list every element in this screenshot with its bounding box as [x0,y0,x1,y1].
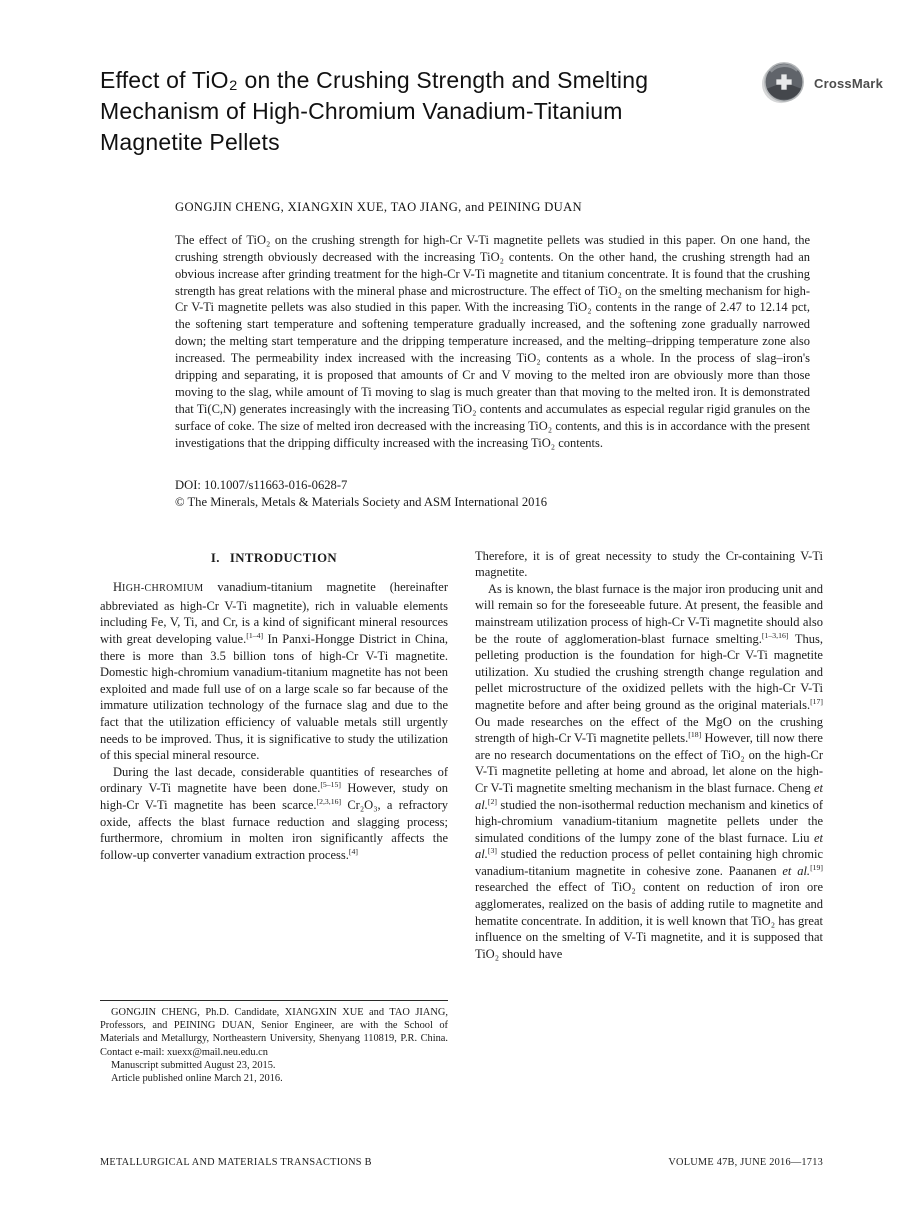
footer-volume-info: VOLUME 47B, JUNE 2016—1713 [668,1157,823,1168]
footnote-manuscript-date: Manuscript submitted August 23, 2015. [111,1060,276,1071]
right-column [475,548,823,1086]
footnote-affiliation: GONGJIN CHENG, Ph.D. Candidate, XIANGXIN XUE and TAO JIANG, Professors, and PEINING DUAN, Senior Engineer, are with the School of Materials and Metallurgy, Northeastern University, Shenyang 110819, P.R. China. Contact e-mail: xuexx@mail.neu.edu.cn [100,1006,448,1058]
title-row [0,0,923,174]
copyright-line: © The Minerals, Metals & Materials Society and ASM International 2016 [175,495,548,510]
crossmark-circle-icon [761,60,807,106]
footnote-published-date: Article published online March 21, 2016. [111,1073,283,1085]
author-footnote [100,1000,448,1086]
page-footer [100,1157,823,1168]
doi-block [175,477,810,512]
footer-journal-name: METALLURGICAL AND MATERIALS TRANSACTIONS B [100,1157,372,1168]
section-label: INTRODUCTION [229,550,338,565]
authors-line: GONGJIN CHENG, XIANGXIN XUE, TAO JIANG, and PEINING DUAN [175,199,582,214]
left-column [100,548,448,1086]
abstract-text: The effect of TiO₂ on the crushing strength for high-Cr V-Ti magnetite pellets was studied in this paper. On one hand, the crushing strength obviously decreased with the increasing TiO₂ contents. On the other hand, the crushing strength had an obvious increase after grinding treatment for the high-Cr V-Ti magnetite and titanium concentrate. It is found that the crushing strength has great relations with the mineral phase and microstructure. The effect of TiO₂ on the smelting mechanism for high-Cr V-Ti magnetite pellets was also studied in this paper. With the increasing TiO₂ contents in the range of 2.47 to 12.14 pct, the softening start temperature and softening temperature gradually increased, and the softening zone gradually narrowed down; the melting start temperature and the dripping temperature increased, and the melting–dripping temperature zone also increased. The permeability index increased with the increasing TiO₂ contents as a whole. In the process of slag–iron's dripping and separating, it is proposed that amounts of Cr and V moving to the melted iron are obviously more than those moving to the slag, while amount of Ti moving to slag is much greater than that moving to the melted iron. It is demonstrated that Ti(C,N) generates increasingly with the increasing TiO₂ contents and accumulates as especial regular rigid granules on the surface of coke. The size of melted iron decreased with the increasing TiO₂ contents, and this is in accordance with the present investigations that the dripping difficulty increased with the increasing TiO₂ contents. [175,232,810,450]
article-title: Effect of TiO₂ on the Crushing Strength and Smelting Mechanism of High-Chromium Vanadium-Titanium Magnetite Pellets [100,67,649,156]
intro-paragraph-3: Therefore, it is of great necessity to study the Cr-containing V-Ti magnetite. [475,548,823,580]
crossmark-label: CrossMark [814,75,883,91]
section-heading-introduction [100,550,448,567]
body-columns [100,548,823,1086]
doi-line: DOI: 10.1007/s11663-016-0628-7 [175,477,348,492]
section-number: I. [210,550,220,565]
intro-paragraph-4: As is known, the blast furnace is the major iron producing unit and will remain so for the foreseeable future. At present, the feasible and mainstream utilization process of high-Cr V-Ti magnetite should also be the route of agglomeration-blast furnace smelting.[1–3,16] Thus, pelleting production is the foundation for high-Cr V-Ti magnetite utilization. Xu studied the crushing strength change regulation and pellet microstructure of the oxidized pellets with the high-Cr V-Ti magnetite before and after being ground as the original materials.[17] Ou made researches on the effect of the MgO on the crushing strength of high-Cr V-Ti magnetite pellets.[18] However, till now there are no research documentations on the effect of TiO₂ on the high-Cr V-Ti magnetite pelleting at home and abroad, let alone on the high-Cr V-Ti magnetite smelting mechanism in the blast furnace. Cheng et al.[2] studied the non-isothermal reduction mechanism and kinetics of high-chromium vanadium-titanium magnetite pellets under the simulated conditions of the lumpy zone of the blast furnace. Liu et al.[3] studied the reduction process of pellet containing high chromic vanadium-titanium magnetite in cohesive zone. Paananen et al.[19] researched the effect of TiO₂ content on reduction of iron ore agglomerates, realized on the basis of adding rutile to magnetite and hematite concentrate. In addition, it is well known that TiO₂ has great influence on the smelting of V-Ti magnetite, and it is supposed that TiO₂ should have [475,581,823,961]
byline-block [175,200,810,512]
intro-paragraph-1: HIGH-CHROMIUM vanadium-titanium magnetite (hereinafter abbreviated as high-Cr V-Ti magnetite), rich in valuable elements including Fe, V, Ti, and Cr, is a kind of significant mineral resources with great developing value.[1–4] In Panxi-Hongge District in China, there is more than 3.5 billion tons of high-Cr V-Ti magnetite. Domestic high-chromium vanadium-titanium magnetite has not been exploited and made full use of on a large scale so far because of the immature utilization technology of the furnace slag and due to the fact that the utilization efficiency of valuable metals still urgently needs to be improved. Thus, it is significative to study the utilization of this special mineral resource. [100,580,448,763]
intro-paragraph-2: During the last decade, considerable quantities of researches of ordinary V-Ti magnetite have been done.[5–15] However, study on high-Cr V-Ti magnetite has been scarce.[2,3,16] Cr₂O₃, a refractory oxide, affects the blast furnace reduction and slagging process; furthermore, chromium in molten iron significantly affects the follow-up converter vanadium extraction process.[4] [100,764,448,862]
crossmark-badge[interactable] [761,60,883,106]
